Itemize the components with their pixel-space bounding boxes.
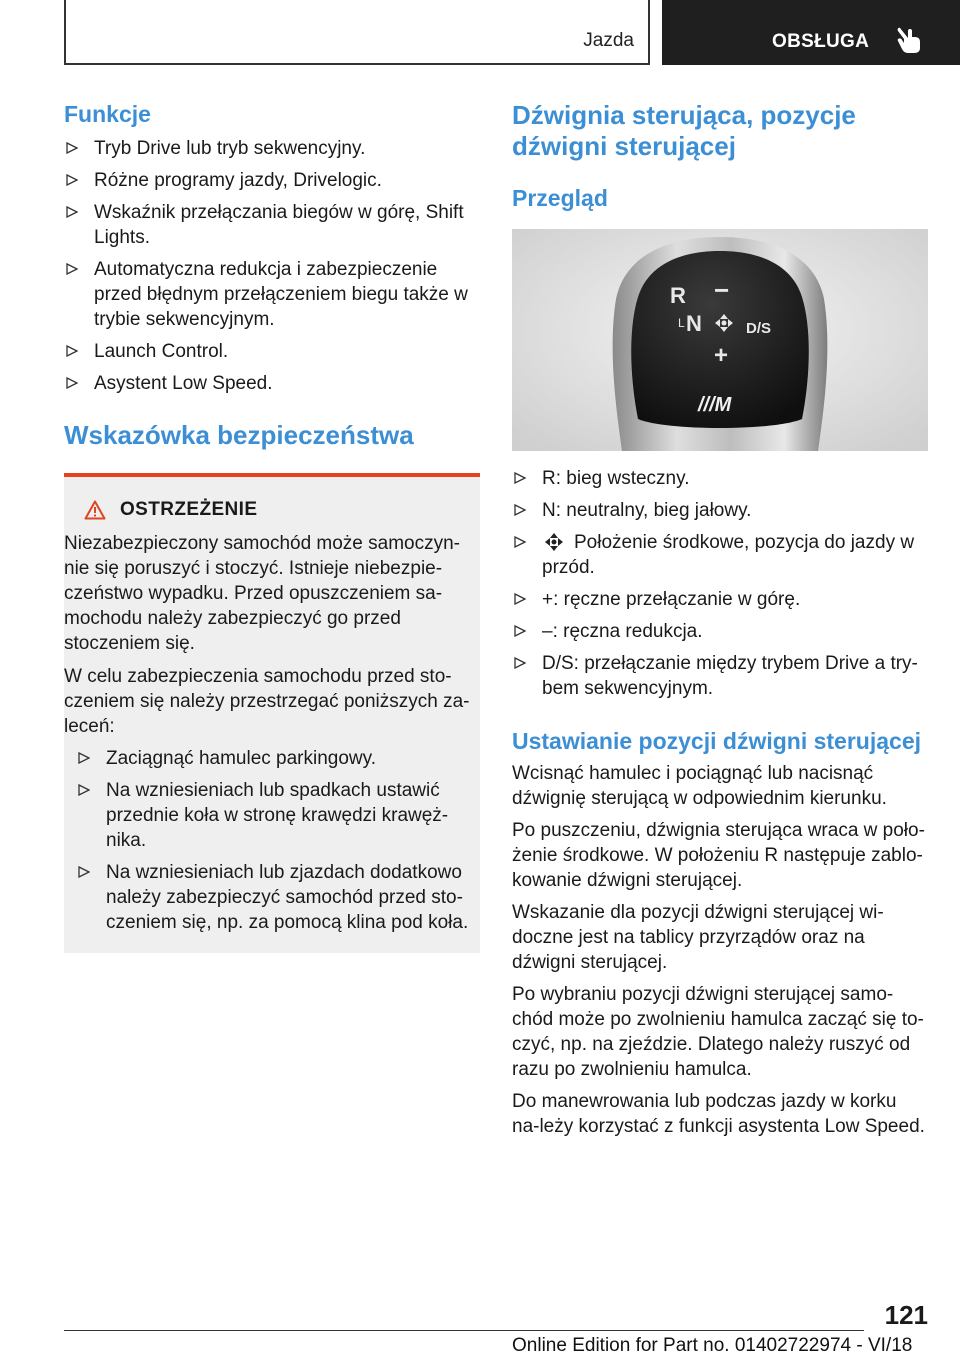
triangle-bullet-icon xyxy=(514,504,526,516)
list-item: Wskaźnik przełączania biegów w górę, Shift Lights. xyxy=(64,200,480,250)
list-item: Zaciągnąć hamulec parkingowy. xyxy=(76,746,480,771)
pointing-hand-icon xyxy=(896,26,922,54)
warning-paragraph: Niezabezpieczony samochód może samoczyn-nie się poruszyć i stoczyć. Istnieje niebezpie-czeństwo wypadku. Przed opuszczeniem sa-mochodu należy zabezpieczyć go przed stoczeniem się. xyxy=(64,533,461,654)
footer-divider xyxy=(64,1330,864,1331)
list-item: Różne programy jazdy, Drivelogic. xyxy=(64,168,480,193)
warning-title: OSTRZEŻENIE xyxy=(64,499,480,521)
triangle-bullet-icon xyxy=(66,377,78,389)
warning-box xyxy=(64,473,480,953)
knob-label-l: L xyxy=(678,316,685,330)
setting-heading: Ustawianie pozycji dźwigni sterującej xyxy=(512,728,922,754)
funkcje-list xyxy=(64,136,480,396)
list-item: Na wzniesieniach lub spadkach ustawić przednie koła w stronę krawędzi krawęż-nika. xyxy=(76,778,480,853)
knob-label-minus: − xyxy=(714,275,730,305)
gear-selector-heading: Dźwignia sterująca, pozycje dźwigni sterującej xyxy=(512,100,856,161)
body-paragraph: Po wybraniu pozycji dźwigni sterującej samo-chód może po zwolnieniu hamulca zacząć się to-czyć, np. na zjeździe. Dlatego należy ruszyć od razu po zwolnieniu hamulca. xyxy=(512,984,924,1080)
m-logo: ///M xyxy=(698,394,732,416)
center-position-icon xyxy=(544,533,564,551)
list-item: Położenie środkowe, pozycja do jazdy w przód. xyxy=(512,530,928,580)
knob-label-n: N xyxy=(686,311,702,336)
list-item: Automatyczna redukcja i zabezpieczenie przed błędnym przełączeniem biegu także w trybie sekwencyjnym. xyxy=(64,257,480,332)
knob-label-r: R xyxy=(670,283,686,308)
body-paragraph: Wcisnąć hamulec i pociągnąć lub nacisnąć dźwignię sterującą w odpowiednim kierunku. xyxy=(512,763,887,809)
header-tab xyxy=(662,0,960,65)
knob-label-ds: D/S xyxy=(746,320,772,337)
triangle-bullet-icon xyxy=(66,206,78,218)
knob-label-plus: + xyxy=(714,342,729,369)
safety-heading: Wskazówka bezpieczeństwa xyxy=(64,420,414,450)
list-item: Launch Control. xyxy=(64,339,480,364)
triangle-bullet-icon xyxy=(78,866,90,878)
footer-edition: Online Edition for Part no. 01402722974 - VI/18 xyxy=(512,1335,913,1356)
right-column xyxy=(512,100,928,1139)
list-item: D/S: przełączanie między trybem Drive a try-bem sekwencyjnym. xyxy=(512,651,928,701)
list-item: Na wzniesieniach lub zjazdach dodatkowo należy zabezpieczyć samochód przed sto-czeniem się, np. za pomocą klina pod koła. xyxy=(76,860,480,935)
list-item: Tryb Drive lub tryb sekwencyjny. xyxy=(64,136,480,161)
list-item: Asystent Low Speed. xyxy=(64,371,480,396)
header-section-title: Jazda xyxy=(583,30,634,51)
overview-heading: Przegląd xyxy=(512,185,608,211)
triangle-bullet-icon xyxy=(514,593,526,605)
gear-selector-image xyxy=(512,229,928,451)
funkcje-heading: Funkcje xyxy=(64,101,151,127)
triangle-bullet-icon xyxy=(514,625,526,637)
triangle-bullet-icon xyxy=(514,472,526,484)
triangle-bullet-icon xyxy=(514,536,526,548)
header-tab-label: OBSŁUGA xyxy=(772,31,870,52)
triangle-bullet-icon xyxy=(66,174,78,186)
triangle-bullet-icon xyxy=(66,263,78,275)
triangle-bullet-icon xyxy=(78,784,90,796)
list-item: N: neutralny, bieg jałowy. xyxy=(512,498,928,523)
body-paragraph: Do manewrowania lub podczas jazdy w korku na-leży korzystać z funkcji asystenta Low Speed. xyxy=(512,1091,925,1137)
triangle-bullet-icon xyxy=(66,345,78,357)
body-paragraph: Po puszczeniu, dźwignia sterująca wraca w poło-żenie środkowe. W położeniu R następuje zablo-kowanie dźwigni sterującej. xyxy=(512,820,925,891)
triangle-bullet-icon xyxy=(78,752,90,764)
warning-list xyxy=(76,746,480,935)
warning-paragraph: W celu zabezpieczenia samochodu przed sto-czeniem się należy przestrzegać poniższych za-leceń: xyxy=(64,666,470,737)
page-number: 121 xyxy=(884,1300,928,1330)
list-item: +: ręczne przełączanie w górę. xyxy=(512,587,928,612)
triangle-bullet-icon xyxy=(514,657,526,669)
positions-list xyxy=(512,466,928,701)
left-column xyxy=(64,100,480,953)
list-item: –: ręczna redukcja. xyxy=(512,619,928,644)
list-item: R: bieg wsteczny. xyxy=(512,466,928,491)
body-paragraph: Wskazanie dla pozycji dźwigni sterującej wi-doczne jest na tablicy przyrządów oraz na dźwigni sterującej. xyxy=(512,902,884,973)
triangle-bullet-icon xyxy=(66,142,78,154)
warning-triangle-icon xyxy=(84,500,106,520)
